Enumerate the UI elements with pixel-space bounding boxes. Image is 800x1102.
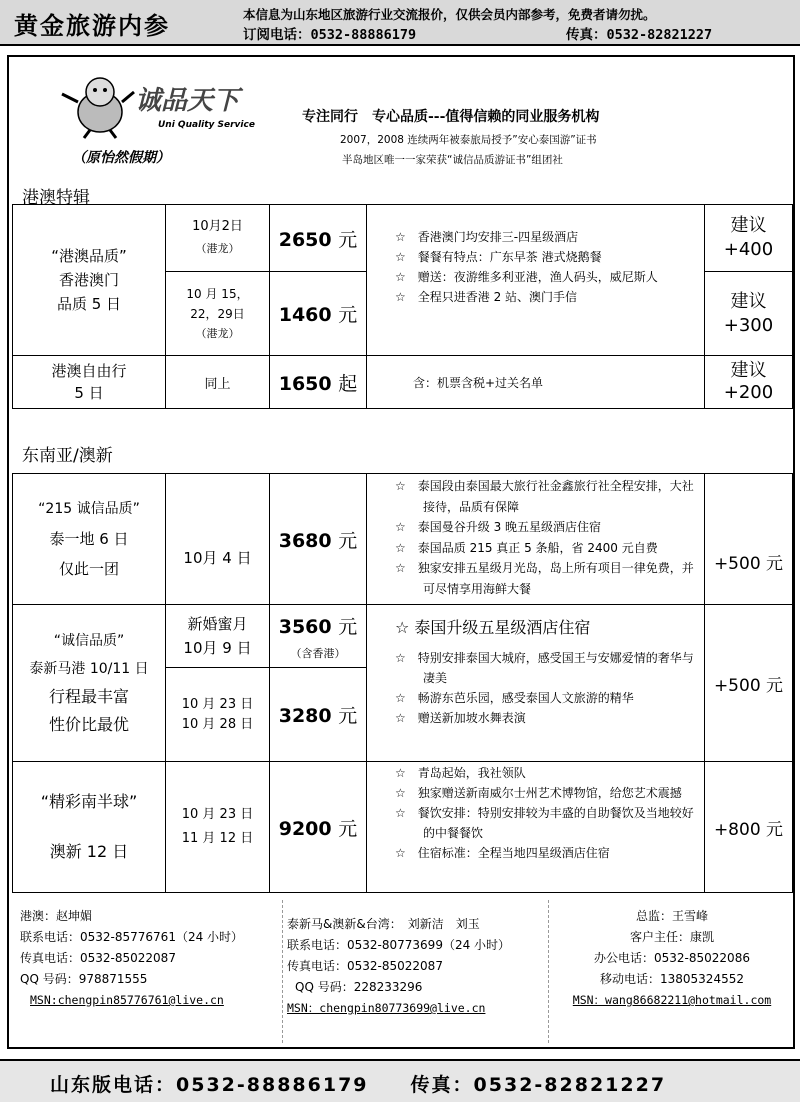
contact-col-hk: 港澳：赵坤媚 联系电话：0532-85776761（24 小时） 传真电话：0532-85022087 QQ 号码：978871555 MSN:chengpin85776761@live.cn: [20, 906, 243, 1011]
price-cell-2: 1460 元: [269, 271, 367, 356]
price-cell-1: 2650 元: [269, 204, 367, 272]
section-title-sea: 东南亚/澳新: [22, 446, 113, 466]
suggest-cell-1: 建议 +400: [704, 204, 793, 272]
free-price-cell: 1650 起: [269, 355, 367, 409]
features-tsm: ☆ 泰国升级五星级酒店住宿 ☆ 特别安排泰国大城府，感受国王与安娜爱情的奢华与凄美 ☆ 畅游东芭乐园，感受泰国人文旅游的精华 ☆ 赠送新加坡水舞表演: [366, 604, 705, 762]
tsm-date-cell-1: 新婚蜜月 10月 9 日: [165, 604, 270, 668]
former-name: （原怡然假期）: [72, 150, 170, 166]
footer-divider-2: [548, 900, 549, 1043]
free-date-cell: 同上: [165, 355, 270, 409]
tsm-price-cell-1: 3560 元 （含香港）: [269, 604, 367, 668]
aunz-price-cell: 9200 元: [269, 761, 367, 893]
features-aunz: ☆ 青岛起始，我社领队 ☆ 独家赠送新南威尔士州艺术博物馆，给您艺术震撼 ☆ 餐饮安排：特别安排较为丰盛的自助餐饮及当地较好的中餐餐饮 ☆ 住宿标准：全程当地四星级酒店住宿: [366, 761, 705, 893]
suggest-tsm: +500 元: [704, 604, 793, 762]
cert-line-2: 半岛地区唯一一家荣获“诚信品质游证书”组团社: [342, 154, 563, 166]
thai-price-cell: 3680 元: [269, 473, 367, 605]
product-name-aunz: “精彩南半球” 澳新 12 日: [12, 761, 166, 893]
msn-link-sea[interactable]: MSN：chengpin80773699@live.cn: [287, 1001, 486, 1015]
msn-link-management[interactable]: MSN：wang86682211@hotmail.com: [572, 993, 772, 1007]
section-title-hk-macau: 港澳特辑: [22, 188, 90, 208]
logo-subtitle: Uni Quality Service: [158, 120, 255, 130]
suggest-aunz: +800 元: [704, 761, 793, 893]
cert-line-1: 2007，2008 连续两年被泰旅局授予”安心泰国游”证书: [340, 134, 597, 146]
slogan: 专注同行 专心品质---值得信赖的同业服务机构: [302, 109, 600, 125]
product-name-tsm: “诚信品质” 泰新马港 10/11 日 行程最丰富 性价比最优: [12, 604, 166, 762]
features-hk-macau: ☆ 香港澳门均安排三-四星级酒店 ☆ 餐餐有特点：广东早茶 港式烧鹅餐 ☆ 赠送：夜游维多利亚港，渔人码头，威尼斯人 ☆ 全程只进香港 2 站、澳门手信: [366, 204, 705, 356]
header-phone: 订阅电话：0532-88886179: [243, 27, 417, 43]
suggest-cell-2: 建议 +300: [704, 271, 793, 356]
footer-divider-1: [282, 900, 283, 1043]
header-notice: 本信息为山东地区旅游行业交流报价，仅供会员内部参考，免费者请勿扰。: [243, 7, 656, 22]
header-fax: 传真：0532-82821227: [566, 27, 713, 43]
bottom-contact: 山东版电话：0532-88886179 传真：0532-82821227: [50, 1074, 667, 1096]
msn-link-hk[interactable]: MSN:chengpin85776761@live.cn: [30, 993, 224, 1007]
date-cell-2: 10 月 15， 22，29日 （港龙）: [165, 271, 270, 356]
product-name-thai: “215 诚信品质” 泰一地 6 日 仅此一团: [12, 473, 166, 605]
tsm-price-cell-2: 3280 元: [269, 667, 367, 762]
logo-text: 诚品天下: [135, 86, 240, 116]
tsm-date-cell-2: 10 月 23 日 10 月 28 日: [165, 667, 270, 762]
suggest-cell-3: 建议 +200: [704, 355, 793, 409]
suggest-thai: +500 元: [704, 473, 793, 605]
features-thai: ☆ 泰国段由泰国最大旅行社金鑫旅行社全程安排，大社接待，品质有保障 ☆ 泰国曼谷升级 3 晚五星级酒店住宿 ☆ 泰国品质 215 真正 5 条船，省 2400 元自费 ☆ 独家安排五星级月光岛，岛上所有项目一律免费，并可尽情享用海鲜大餐: [366, 473, 705, 605]
contact-col-sea: 泰新马&澳新&台湾： 刘新洁 刘玉 联系电话：0532-80773699（24 小时） 传真电话：0532-85022087 QQ 号码：228233296 MSN：chengpin80773699@live.cn: [287, 914, 510, 1019]
product-name-hk-macau: “港澳品质” 香港澳门 品质 5 日: [12, 204, 166, 356]
contact-col-management: 总监：王雪峰 客户主任：康凯 办公电话：0532-85022086 移动电话：13805324552 MSN：wang86682211@hotmail.com: [552, 906, 792, 1011]
brand-title: 黄金旅游内参: [14, 12, 170, 40]
thai-date-cell: 10月 4 日: [165, 473, 270, 605]
product-name-free-travel: 港澳自由行 5 日: [12, 355, 166, 409]
aunz-date-cell: 10 月 23 日 11 月 12 日: [165, 761, 270, 893]
date-cell-1: 10月2日 （港龙）: [165, 204, 270, 272]
free-note-cell: 含：机票含税+过关名单: [366, 355, 705, 409]
